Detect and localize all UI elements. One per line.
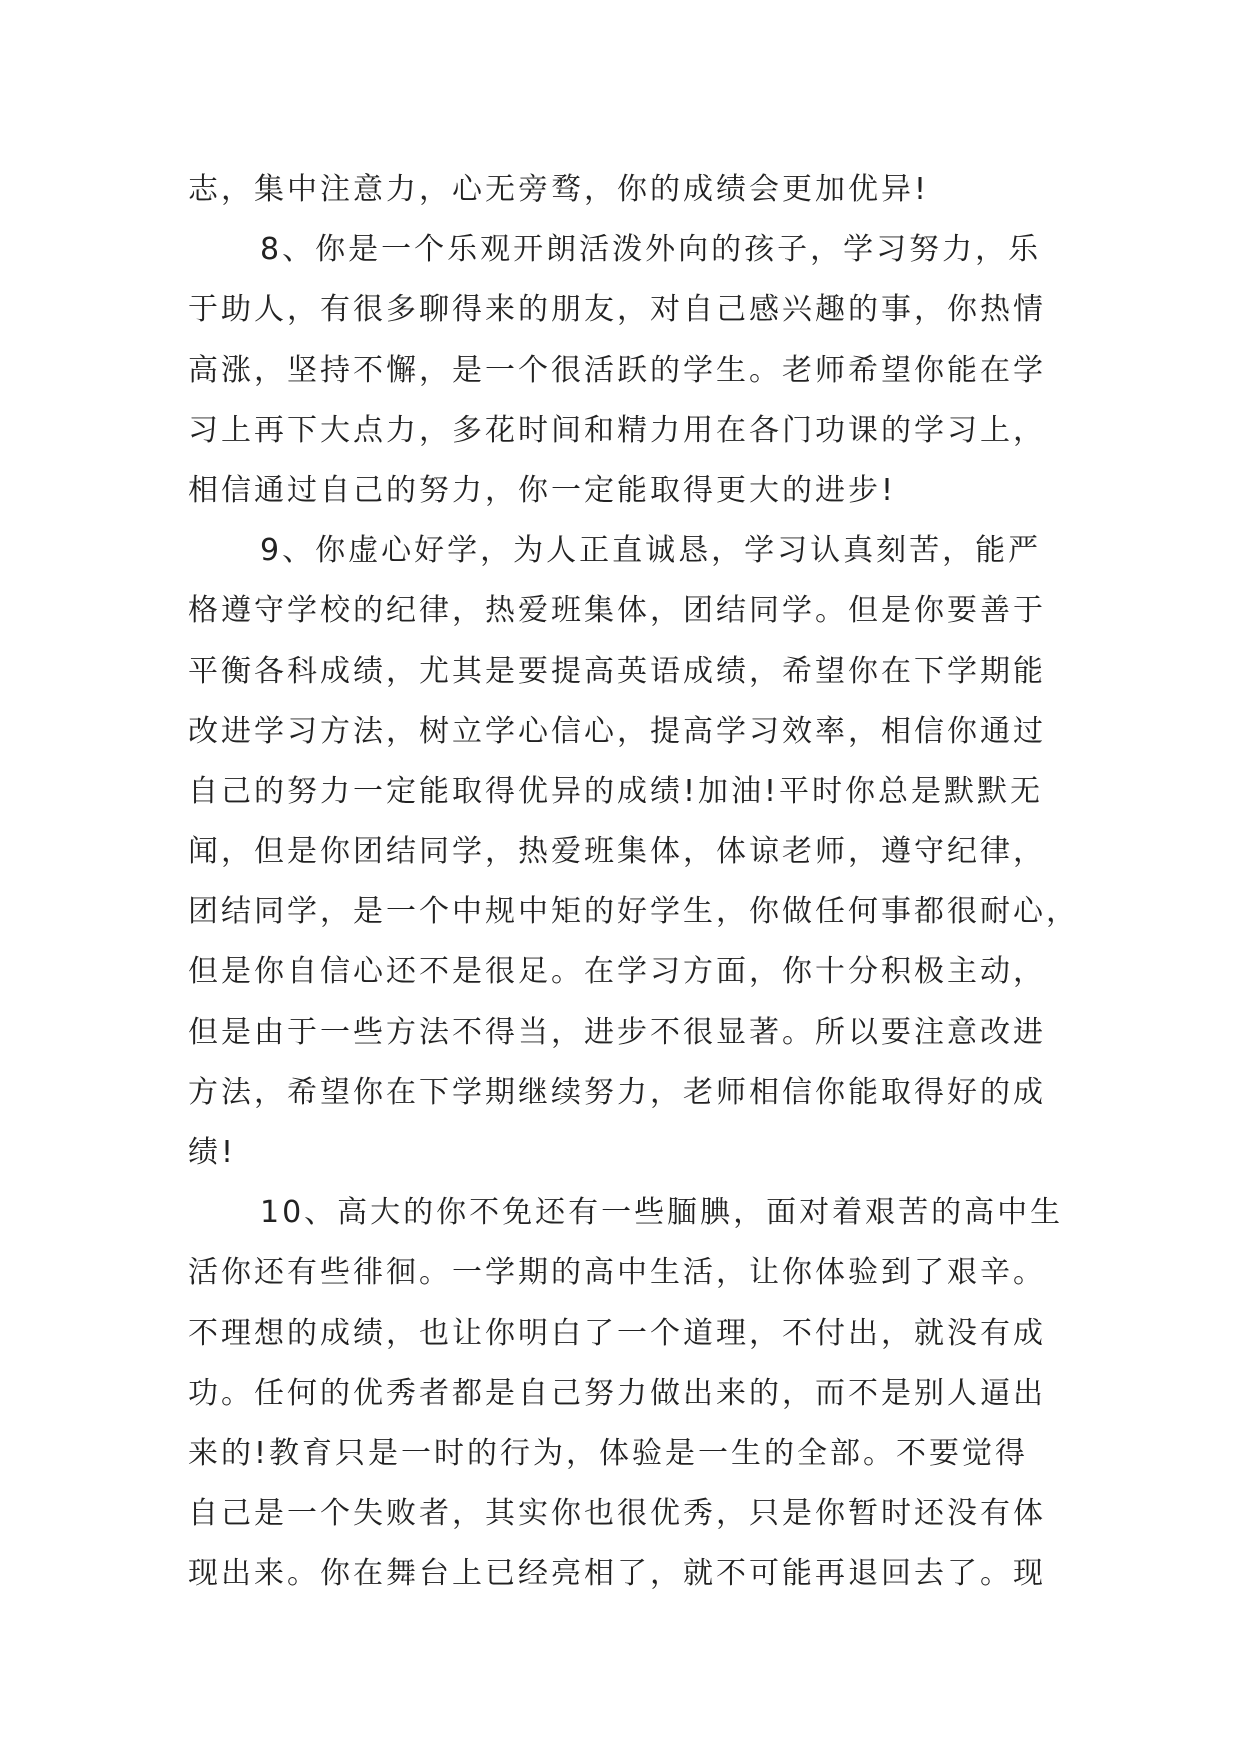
text-line: 于助人，有很多聊得来的朋友，对自己感兴趣的事，你热情: [188, 292, 1046, 328]
text-line: 改进学习方法，树立学心信心，提高学习效率，相信你通过: [188, 713, 1046, 749]
text-line: 功。任何的优秀者都是自己努力做出来的，而不是别人逼出: [188, 1375, 1046, 1411]
text-line: 自己的努力一定能取得优异的成绩!加油!平时你总是默默无: [188, 773, 1044, 809]
text-line: 但是你自信心还不是很足。在学习方面，你十分积极主动，: [188, 954, 1046, 990]
text-line: 不理想的成绩，也让你明白了一个道理，不付出，就没有成: [188, 1315, 1046, 1351]
body-text: [188, 160, 1079, 1605]
text-line: 相信通过自己的努力，你一定能取得更大的进步!: [188, 472, 897, 508]
text-line: 绩!: [188, 1135, 237, 1170]
text-line: 志，集中注意力，心无旁骛，你的成绩会更加优异!: [188, 172, 930, 207]
text-line: 习上再下大点力，多花时间和精力用在各门功课的学习上，: [188, 412, 1046, 448]
text-line-item-10-start: 10、高大的你不免还有一些腼腆，面对着艰苦的高中生: [260, 1195, 1064, 1231]
text-line: 高涨，坚持不懈，是一个很活跃的学生。老师希望你能在学: [188, 352, 1046, 388]
text-line: 闻，但是你团结同学，热爱班集体，体谅老师，遵守纪律，: [188, 834, 1046, 870]
text-line-item-9-start: 9、你虚心好学，为人正直诚恳，学习认真刻苦，能严: [260, 533, 1042, 569]
text-line: 方法，希望你在下学期继续努力，老师相信你能取得好的成: [188, 1074, 1046, 1110]
text-line: 团结同学，是一个中规中矩的好学生，你做任何事都很耐心，: [188, 894, 1079, 930]
text-line: 现出来。你在舞台上已经亮相了，就不可能再退回去了。现: [188, 1556, 1046, 1592]
text-line: 来的!教育只是一时的行为，体验是一生的全部。不要觉得: [188, 1435, 1029, 1471]
text-line: 但是由于一些方法不得当，进步不很显著。所以要注意改进: [188, 1014, 1046, 1050]
text-line: 平衡各科成绩，尤其是要提高英语成绩，希望你在下学期能: [188, 653, 1046, 689]
text-line: 格遵守学校的纪律，热爱班集体，团结同学。但是你要善于: [188, 593, 1046, 629]
text-line-item-8-start: 8、你是一个乐观开朗活泼外向的孩子，学习努力，乐: [260, 232, 1042, 268]
text-line: 活你还有些徘徊。一学期的高中生活，让你体验到了艰辛。: [188, 1255, 1046, 1291]
text-line: 自己是一个失败者，其实你也很优秀，只是你暂时还没有体: [188, 1496, 1046, 1532]
